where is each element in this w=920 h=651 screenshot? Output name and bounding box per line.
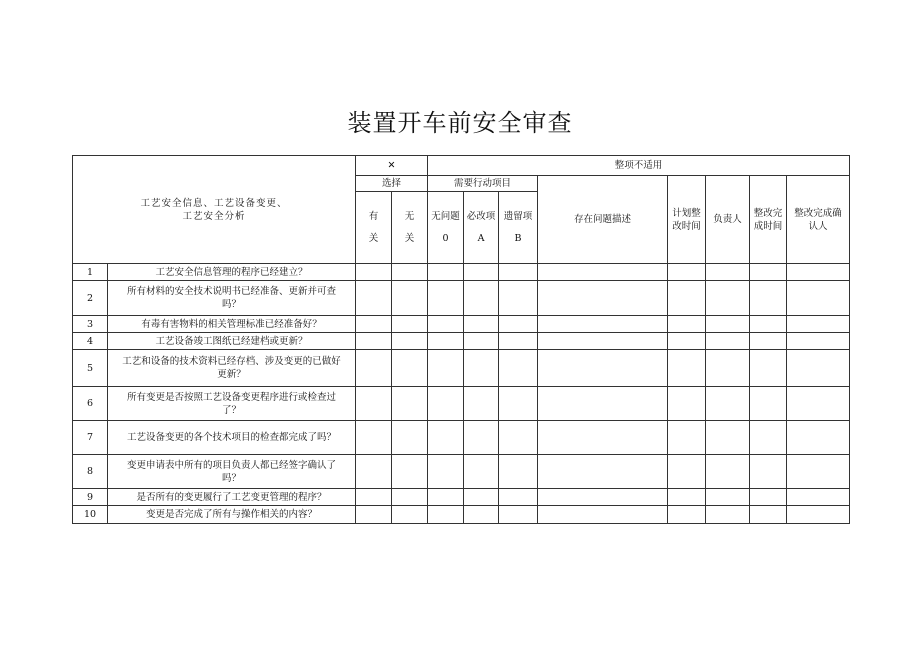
row-number: 10: [73, 506, 108, 524]
relevant-cell[interactable]: [356, 421, 392, 455]
no-issue-header: [428, 192, 464, 264]
row-item-line-2: 吗？: [222, 472, 242, 484]
irrelevant-cell[interactable]: [392, 421, 428, 455]
done-time-cell[interactable]: [750, 281, 787, 316]
no-issue-header-line-1: 无问题: [431, 210, 460, 222]
table-row: [73, 281, 850, 316]
plan-time-cell[interactable]: [668, 316, 706, 333]
pre-startup-review-table: [72, 155, 850, 524]
issue-description-cell[interactable]: [538, 264, 668, 281]
plan-time-cell[interactable]: [668, 387, 706, 421]
confirm-person-cell[interactable]: [787, 455, 850, 489]
table-row: [73, 316, 850, 333]
confirm-person-cell[interactable]: [787, 316, 850, 333]
table-row: [73, 264, 850, 281]
must-fix-cell[interactable]: [464, 421, 499, 455]
row-item-line-1: 是否所有的变更履行了工艺变更管理的程序？: [136, 491, 327, 503]
row-number: 1: [73, 264, 108, 281]
table-row: [73, 455, 850, 489]
confirm-person-cell[interactable]: [787, 387, 850, 421]
no-issue-cell[interactable]: [428, 316, 464, 333]
done-time-cell[interactable]: [750, 316, 787, 333]
owner-cell[interactable]: [706, 281, 750, 316]
remaining-cell[interactable]: [499, 333, 538, 350]
relevant-cell[interactable]: [356, 506, 392, 524]
not-applicable-mark-icon: ✕: [356, 156, 428, 176]
plan-time-header-line-2: 改时间: [672, 220, 701, 232]
confirm-person-cell[interactable]: [787, 489, 850, 506]
row-item-line-1: 工艺和设备的技术资料已经存档、涉及变更的已做好: [122, 356, 341, 367]
row-item-text: [108, 455, 356, 489]
must-fix-header: [464, 192, 499, 264]
done-time-cell[interactable]: [750, 455, 787, 489]
issue-description-cell[interactable]: [538, 281, 668, 316]
no-issue-cell[interactable]: [428, 333, 464, 350]
relevant-cell[interactable]: [356, 489, 392, 506]
table-row: [73, 421, 850, 455]
row-item-text: [108, 506, 356, 524]
section-title-line-1: 工艺安全信息、工艺设备变更、: [140, 197, 288, 209]
remaining-cell[interactable]: [499, 387, 538, 421]
owner-cell[interactable]: [706, 264, 750, 281]
row-item-line-1: 所有变更是否按照工艺设备变更程序进行或检查过: [127, 391, 337, 403]
remaining-header-line-2: B: [514, 232, 522, 244]
irrelevant-cell[interactable]: [392, 264, 428, 281]
plan-time-cell[interactable]: [668, 333, 706, 350]
relevant-cell[interactable]: [356, 316, 392, 333]
plan-time-cell[interactable]: [668, 506, 706, 524]
remaining-cell[interactable]: [499, 264, 538, 281]
group-action-header: 需要行动项目: [428, 176, 538, 192]
row-number: 3: [73, 316, 108, 333]
irrelevant-cell[interactable]: [392, 281, 428, 316]
done-time-cell[interactable]: [750, 350, 787, 387]
irrelevant-header: [392, 192, 428, 264]
relevant-cell[interactable]: [356, 281, 392, 316]
remaining-cell[interactable]: [499, 316, 538, 333]
no-issue-cell[interactable]: [428, 264, 464, 281]
confirm-person-cell[interactable]: [787, 281, 850, 316]
no-issue-cell[interactable]: [428, 489, 464, 506]
row-number: 8: [73, 455, 108, 489]
remaining-cell[interactable]: [499, 350, 538, 387]
must-fix-cell[interactable]: [464, 506, 499, 524]
done-time-cell[interactable]: [750, 387, 787, 421]
table-row: [73, 387, 850, 421]
confirm-person-cell[interactable]: [787, 506, 850, 524]
no-issue-cell[interactable]: [428, 421, 464, 455]
table-row: [73, 333, 850, 350]
done-time-header-line-1: 整改完: [753, 207, 783, 219]
must-fix-header-line-1: 必改项: [466, 210, 496, 222]
owner-cell[interactable]: [706, 333, 750, 350]
row-item-text: [108, 350, 356, 387]
row-item-text: [108, 489, 356, 506]
row-item-line-1: 有毒有害物料的相关管理标准已经准备好？: [141, 318, 322, 330]
relevant-header: [356, 192, 392, 264]
not-applicable-label: 整项不适用: [428, 156, 850, 176]
no-issue-cell[interactable]: [428, 350, 464, 387]
owner-cell[interactable]: [706, 421, 750, 455]
row-item-line-1: 变更是否完成了所有与操作相关的内容？: [146, 509, 318, 520]
remaining-cell[interactable]: [499, 489, 538, 506]
relevant-cell[interactable]: [356, 264, 392, 281]
plan-time-cell[interactable]: [668, 264, 706, 281]
row-item-line-1: 工艺设备竣工图纸已经建档或更新？: [155, 335, 308, 347]
owner-cell[interactable]: [706, 387, 750, 421]
issue-description-cell[interactable]: [538, 333, 668, 350]
issue-description-cell[interactable]: [538, 316, 668, 333]
row-item-line-1: 所有材料的安全技术说明书已经准备、更新并可查: [127, 286, 337, 297]
owner-cell[interactable]: [706, 455, 750, 489]
plan-time-cell[interactable]: [668, 489, 706, 506]
remaining-cell[interactable]: [499, 506, 538, 524]
row-item-text: [108, 387, 356, 421]
owner-cell[interactable]: [706, 506, 750, 524]
must-fix-cell[interactable]: [464, 333, 499, 350]
confirm-person-cell[interactable]: [787, 421, 850, 455]
done-time-header-line-2: 成时间: [753, 220, 783, 232]
must-fix-cell[interactable]: [464, 455, 499, 489]
table-row: [73, 489, 850, 506]
row-item-line-2: 吗？: [222, 299, 242, 310]
confirm-person-cell[interactable]: [787, 333, 850, 350]
issue-description-cell[interactable]: [538, 387, 668, 421]
remaining-header: [499, 192, 538, 264]
row-item-text: [108, 421, 356, 455]
remaining-cell[interactable]: [499, 281, 538, 316]
issue-description-cell[interactable]: [538, 506, 668, 524]
row-number: 4: [73, 333, 108, 350]
irrelevant-cell[interactable]: [392, 489, 428, 506]
done-time-cell[interactable]: [750, 506, 787, 524]
plan-time-cell[interactable]: [668, 350, 706, 387]
remaining-cell[interactable]: [499, 421, 538, 455]
confirm-person-header: [787, 176, 850, 264]
done-time-cell[interactable]: [750, 264, 787, 281]
plan-time-header-line-1: 计划整: [672, 207, 701, 219]
row-number: 7: [73, 421, 108, 455]
plan-time-cell[interactable]: [668, 421, 706, 455]
done-time-header: [750, 176, 787, 264]
issue-description-cell[interactable]: [538, 489, 668, 506]
irrelevant-cell[interactable]: [392, 387, 428, 421]
issue-description-cell[interactable]: [538, 350, 668, 387]
no-issue-cell[interactable]: [428, 387, 464, 421]
plan-time-header: [668, 176, 706, 264]
no-issue-cell[interactable]: [428, 506, 464, 524]
must-fix-header-line-2: A: [477, 232, 485, 244]
relevant-cell[interactable]: [356, 455, 392, 489]
relevant-cell[interactable]: [356, 350, 392, 387]
row-number: 9: [73, 489, 108, 506]
plan-time-cell[interactable]: [668, 281, 706, 316]
no-issue-cell[interactable]: [428, 455, 464, 489]
plan-time-cell[interactable]: [668, 455, 706, 489]
remaining-header-line-1: 遗留项: [503, 210, 533, 222]
confirm-person-cell[interactable]: [787, 264, 850, 281]
owner-cell[interactable]: [706, 489, 750, 506]
issue-description-cell[interactable]: [538, 455, 668, 489]
row-item-line-1: 工艺设备变更的各个技术项目的检查都完成了吗？: [127, 432, 337, 443]
confirm-person-header-line-2: 认人: [808, 220, 828, 232]
done-time-cell[interactable]: [750, 421, 787, 455]
no-issue-cell[interactable]: [428, 281, 464, 316]
must-fix-cell[interactable]: [464, 489, 499, 506]
remaining-cell[interactable]: [499, 455, 538, 489]
group-select-header: 选择: [356, 176, 428, 192]
row-number: 2: [73, 281, 108, 316]
section-title: [73, 156, 356, 264]
irrelevant-cell[interactable]: [392, 316, 428, 333]
irrelevant-cell[interactable]: [392, 455, 428, 489]
irrelevant-cell[interactable]: [392, 333, 428, 350]
row-item-text: [108, 281, 356, 316]
section-title-line-2: 工艺安全分析: [182, 210, 246, 222]
document-title: 装置开车前安全审查: [347, 109, 573, 137]
row-item-line-2: 了？: [222, 404, 242, 416]
owner-cell[interactable]: [706, 350, 750, 387]
must-fix-cell[interactable]: [464, 264, 499, 281]
issue-description-cell[interactable]: [538, 421, 668, 455]
no-issue-header-line-2: 0: [442, 232, 449, 244]
row-item-line-2: 更新？: [217, 369, 246, 380]
must-fix-cell[interactable]: [464, 350, 499, 387]
irrelevant-cell[interactable]: [392, 506, 428, 524]
row-number: 5: [73, 350, 108, 387]
done-time-cell[interactable]: [750, 333, 787, 350]
relevant-header-text: 有关: [368, 210, 379, 244]
relevant-cell[interactable]: [356, 333, 392, 350]
owner-header: 负责人: [706, 176, 750, 264]
row-number: 6: [73, 387, 108, 421]
issue-description-header: 存在问题描述: [538, 176, 668, 264]
irrelevant-cell[interactable]: [392, 350, 428, 387]
must-fix-cell[interactable]: [464, 316, 499, 333]
row-item-line-1: 工艺安全信息管理的程序已经建立？: [155, 266, 308, 278]
done-time-cell[interactable]: [750, 489, 787, 506]
row-item-text: [108, 333, 356, 350]
row-item-text: [108, 264, 356, 281]
row-item-text: [108, 316, 356, 333]
confirm-person-header-line-1: 整改完成确: [794, 207, 842, 219]
relevant-cell[interactable]: [356, 387, 392, 421]
confirm-person-cell[interactable]: [787, 350, 850, 387]
row-item-line-1: 变更申请表中所有的项目负责人都已经签字确认了: [127, 459, 337, 471]
table-row: [73, 350, 850, 387]
must-fix-cell[interactable]: [464, 281, 499, 316]
irrelevant-header-text: 无关: [404, 210, 415, 244]
owner-cell[interactable]: [706, 316, 750, 333]
must-fix-cell[interactable]: [464, 387, 499, 421]
table-row: [73, 506, 850, 524]
